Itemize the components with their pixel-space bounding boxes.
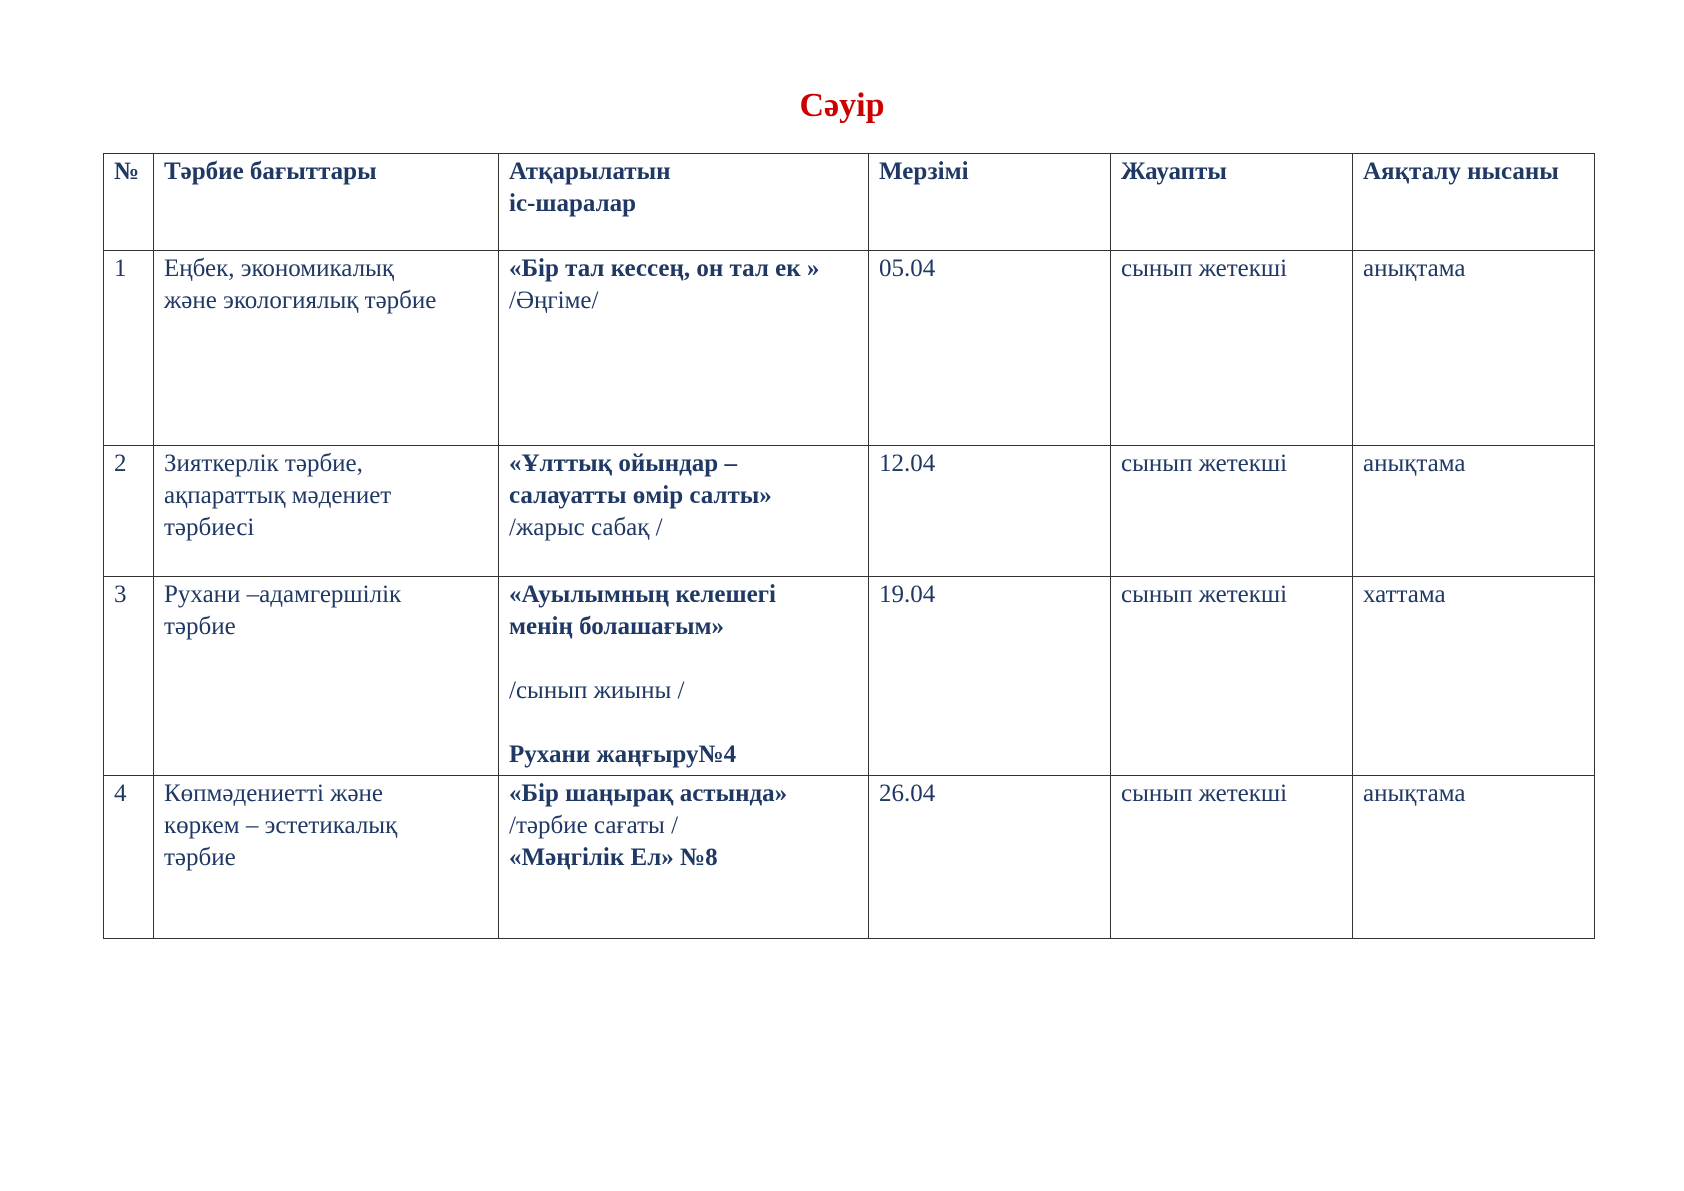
header-num: № xyxy=(104,154,154,251)
cell-responsible: сынып жетекші xyxy=(1111,776,1353,939)
table-row xyxy=(104,577,1595,776)
event-title: «Ұлттық ойындар – xyxy=(509,450,737,477)
page-title: Сәуір xyxy=(799,87,885,124)
direction-line: Зияткерлік тәрбие, xyxy=(164,450,363,477)
cell-date: 26.04 xyxy=(869,776,1111,939)
cell-event xyxy=(499,577,869,776)
event-type: /сынып жиыны / xyxy=(509,677,685,704)
event-type: /жарыс сабақ / xyxy=(509,514,663,541)
cell-event xyxy=(499,776,869,939)
cell-direction xyxy=(154,446,499,577)
spacer xyxy=(509,707,858,739)
cell-direction xyxy=(154,251,499,446)
direction-line: тәрбие xyxy=(164,844,236,871)
direction-line: Көпмәдениетті және xyxy=(164,780,384,807)
cell-date: 19.04 xyxy=(869,577,1111,776)
header-responsible: Жауапты xyxy=(1111,154,1353,251)
event-title: менің болашағым» xyxy=(509,613,725,640)
table-row xyxy=(104,776,1595,939)
cell-num: 1 xyxy=(104,251,154,446)
table-row xyxy=(104,251,1595,446)
cell-date: 05.04 xyxy=(869,251,1111,446)
cell-responsible: сынып жетекші xyxy=(1111,446,1353,577)
spacer xyxy=(509,643,858,675)
header-date: Мерзімі xyxy=(869,154,1111,251)
header-events-line2: іс-шаралар xyxy=(509,190,637,217)
cell-completion: анықтама xyxy=(1353,251,1595,446)
cell-num: 4 xyxy=(104,776,154,939)
header-direction: Тәрбие бағыттары xyxy=(154,154,499,251)
direction-line: тәрбиесі xyxy=(164,514,255,541)
header-events xyxy=(499,154,869,251)
direction-line: және экологиялық тәрбие xyxy=(164,287,437,314)
direction-line: Рухани –адамгершілік xyxy=(164,581,402,608)
cell-completion: анықтама xyxy=(1353,446,1595,577)
event-type: /Әңгіме/ xyxy=(509,287,599,314)
event-extra: Рухани жаңғыру№4 xyxy=(509,741,737,768)
event-title: салауатты өмір салты» xyxy=(509,482,772,509)
event-title: «Ауылымның келешегі xyxy=(509,581,776,608)
header-events-line1: Атқарылатын xyxy=(509,158,671,185)
cell-completion: анықтама xyxy=(1353,776,1595,939)
cell-event xyxy=(499,446,869,577)
direction-line: көркем – эстетикалық xyxy=(164,812,398,839)
cell-direction xyxy=(154,776,499,939)
education-plan-table xyxy=(103,153,1595,939)
cell-completion: хаттама xyxy=(1353,577,1595,776)
direction-line: Еңбек, экономикалық xyxy=(164,255,394,282)
header-completion: Аяқталу нысаны xyxy=(1353,154,1595,251)
cell-responsible: сынып жетекші xyxy=(1111,251,1353,446)
table-row xyxy=(104,446,1595,577)
table-header-row xyxy=(104,154,1595,251)
cell-event xyxy=(499,251,869,446)
event-type: /тәрбие сағаты / xyxy=(509,812,679,839)
event-extra: «Мәңгілік Ел» №8 xyxy=(509,844,718,871)
direction-line: тәрбие xyxy=(164,613,236,640)
cell-date: 12.04 xyxy=(869,446,1111,577)
cell-responsible: сынып жетекші xyxy=(1111,577,1353,776)
event-title: «Бір шаңырақ астында» xyxy=(509,780,788,807)
event-title: «Бір тал кессең, он тал ек » xyxy=(509,255,820,282)
direction-line: ақпараттық мәдениет xyxy=(164,482,392,509)
cell-num: 2 xyxy=(104,446,154,577)
cell-num: 3 xyxy=(104,577,154,776)
cell-direction xyxy=(154,577,499,776)
